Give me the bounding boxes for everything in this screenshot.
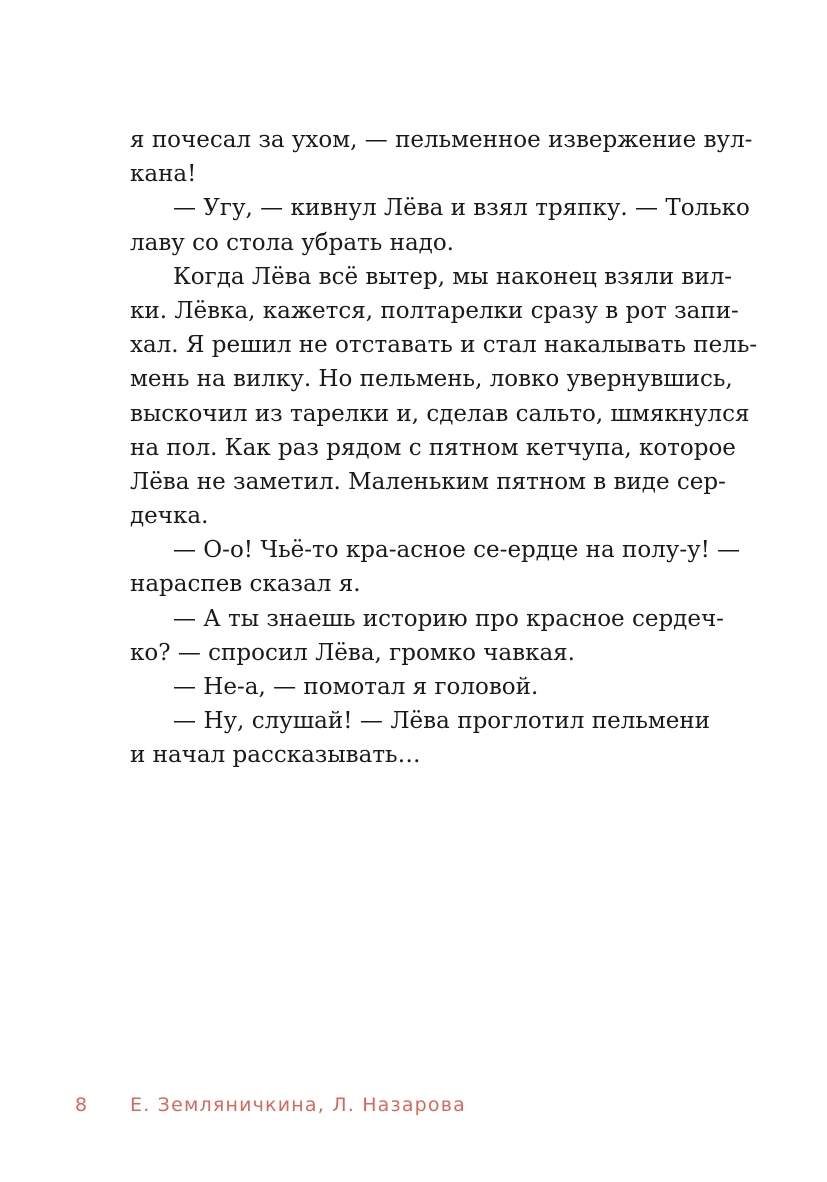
page-footer <box>75 1094 466 1116</box>
text-line: нараспев сказал я. <box>130 571 361 598</box>
text-line: кана! <box>130 161 197 188</box>
text-line: ко? — спросил Лёва, громко чавкая. <box>130 639 575 666</box>
text-line: — Угу, — кивнул Лёва и взял тряпку. — Только <box>173 195 750 222</box>
text-line: на пол. Как раз рядом с пятном кетчупа, которое <box>130 434 736 461</box>
text-line: я почесал за ухом, — пельменное извержение вул- <box>130 127 753 153</box>
text-line: — Ну, слушай! — Лёва проглотил пельмени <box>173 708 710 735</box>
text-line: Когда Лёва всё вытер, мы наконец взяли вил- <box>173 263 733 290</box>
text-line: — А ты знаешь историю про красное сердеч- <box>173 605 724 632</box>
text-line: выскочил из тарелки и, сделав сальто, шмякнулся <box>130 400 750 427</box>
text-line: ки. Лёвка, кажется, полтарелки сразу в рот запи- <box>130 297 739 324</box>
body-text <box>130 123 758 773</box>
page-number: 8 <box>75 1094 89 1116</box>
text-line: хал. Я решил не отставать и стал накалывать пель- <box>130 332 758 359</box>
footer-authors: Е. Земляничкина, Л. Назарова <box>130 1094 466 1116</box>
text-line: Лёва не заметил. Маленьким пятном в виде сер- <box>130 468 726 495</box>
text-line: и начал рассказывать… <box>130 742 421 769</box>
text-line: дечка. <box>130 503 209 530</box>
text-line: мень на вилку. Но пельмень, ловко увернувшись, <box>130 366 733 393</box>
text-line: лаву со стола убрать надо. <box>130 229 454 256</box>
text-line: — Не-а, — помотал я головой. <box>173 674 539 700</box>
text-line: — О-о! Чьё-то кра-асное се-ердце на полу-у! — <box>173 537 741 564</box>
